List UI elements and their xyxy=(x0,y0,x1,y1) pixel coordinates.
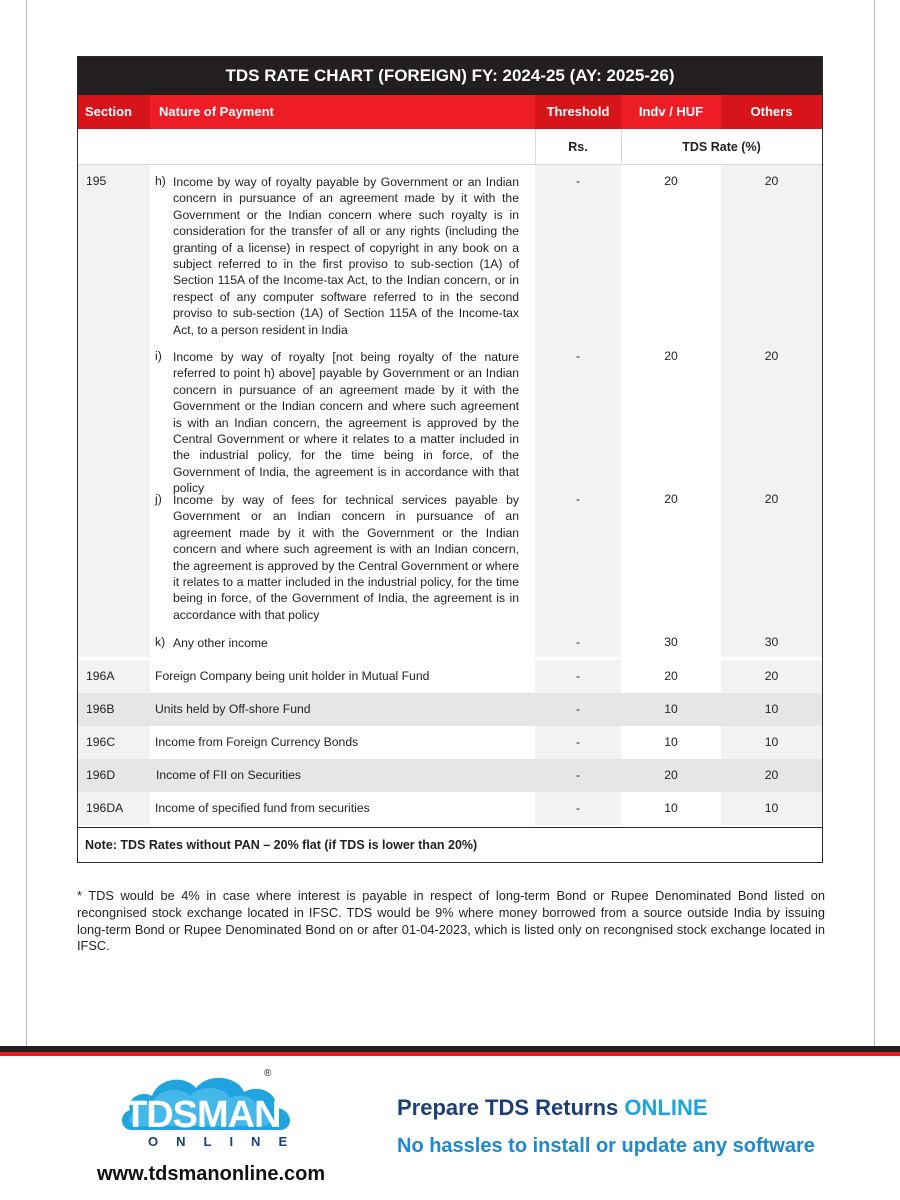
row-others-rate: 10 xyxy=(764,735,779,749)
item-text: Income by way of royalty [not being royalty of the nature referred to point h) above] payable by Government or an Indian concern in pursuance of an agreement made by it with the Government or the Indian concern and where such agreement is with an Indian concern, the agreement is approved by the Central Government or where it relates to a matter included in the industrial policy, for the time being in force, of the Government of India, the agreement is in accordance with that policy xyxy=(173,350,519,496)
row-others-rate: 10 xyxy=(764,702,779,716)
row-nature: Income of specified fund from securities xyxy=(155,801,370,815)
table-row xyxy=(78,726,822,759)
row-others-rate: 20 xyxy=(764,768,779,782)
others-column-bg xyxy=(721,165,822,657)
item-text: Income by way of fees for technical services payable by Government or an Indian concern in pursuance of an agreement made by it with the Government or the Indian concern and where such agreement is with an Indian concern, the agreement is approved by the Central Government or where it relates to a matter included in the industrial policy, for the time being in force, of the Government of India, the agreement is in accordance with that policy xyxy=(173,493,519,622)
logo-subtext: ONLINE xyxy=(148,1134,306,1149)
row-indv-rate: 10 xyxy=(664,702,678,716)
footnote: * TDS would be 4% in case where interest is payable in respect of long-term Bond or Rupee Denominated Bond listed on recongnised stock exchange located in IFSC. TDS would be 9% where money borrowed from a source outside India by issuing long-term Bond or Rupee Denominated Bond on or after 01-04-2023, which is listed only on recongnised stock exchange located in IFSC. xyxy=(77,888,825,954)
item-indv-rate: 20 xyxy=(664,492,678,506)
row-nature: Income from Foreign Currency Bonds xyxy=(155,735,359,749)
row-threshold: - xyxy=(575,735,581,749)
item-others-rate: 20 xyxy=(764,492,779,506)
footer-divider-red xyxy=(0,1052,900,1056)
table-row xyxy=(78,660,822,693)
item-text: Any other income xyxy=(173,636,268,650)
row-threshold: - xyxy=(575,801,581,815)
item-indv-rate: 30 xyxy=(664,635,678,649)
row-section: 196C xyxy=(86,735,116,749)
promo-accent: ONLINE xyxy=(624,1095,708,1120)
row-others-rate: 20 xyxy=(764,669,779,683)
header-indv: Indv / HUF xyxy=(621,95,721,129)
item-letter: k) xyxy=(155,635,166,649)
row-indv-rate: 20 xyxy=(664,768,678,782)
item-letter: h) xyxy=(155,174,166,188)
item-text: Income by way of royalty payable by Government or an Indian concern in pursuance of an agreement made by it with the Government or the Indian concern where such royalty is in consideration for the transfer of all or any rights (including the granting of a license) in respect of copyright in any book on a subject referred to in the first proviso to sub-section (1A) of Section 115A of the Income-tax Act, to the Indian concern, or in respect of any computer software referred to in the second proviso to sub-section (1A) of Section 115A of the Income-tax Act, to a person resident in India xyxy=(173,175,519,337)
row-nature: Units held by Off-shore Fund xyxy=(155,702,311,716)
divider xyxy=(78,164,822,165)
logo-text: TDSMAN xyxy=(124,1094,281,1136)
row-section: 196B xyxy=(86,702,115,716)
item-threshold: - xyxy=(575,174,581,188)
row-others-rate: 10 xyxy=(764,801,779,815)
subheader-rate-unit: TDS Rate (%) xyxy=(682,140,761,154)
page-border-right xyxy=(874,0,875,1052)
website-link[interactable]: www.tdsmanonline.com xyxy=(97,1163,326,1185)
promo-subline: No hassles to install or update any software xyxy=(397,1135,815,1157)
row-nature: Foreign Company being unit holder in Mutual Fund xyxy=(155,669,430,683)
item-indv-rate: 20 xyxy=(664,174,678,188)
item-letter: i) xyxy=(155,349,162,363)
promo-headline xyxy=(397,1095,708,1121)
item-threshold: - xyxy=(575,492,581,506)
registered-mark: ® xyxy=(264,1068,272,1079)
header-section: Section xyxy=(78,95,150,129)
row-section: 196D xyxy=(86,768,116,782)
page-border-left xyxy=(26,0,27,1052)
header-threshold: Threshold xyxy=(535,95,621,129)
section-column-bg xyxy=(78,165,150,657)
row-section: 196A xyxy=(86,669,115,683)
item-letter: j) xyxy=(155,492,162,506)
row-threshold: - xyxy=(575,702,581,716)
table-row xyxy=(78,693,822,726)
tdsman-logo xyxy=(118,1068,323,1160)
item-threshold: - xyxy=(575,349,581,363)
item-others-rate: 20 xyxy=(764,174,779,188)
table-row xyxy=(78,759,822,792)
row-threshold: - xyxy=(575,669,581,683)
tds-rate-table xyxy=(77,56,823,863)
row-indv-rate: 20 xyxy=(664,669,678,683)
section-195-label: 195 xyxy=(86,174,107,188)
item-others-rate: 30 xyxy=(764,635,779,649)
row-threshold: - xyxy=(575,768,581,782)
header-others: Others xyxy=(721,95,822,129)
promo-prefix: Prepare TDS Returns xyxy=(397,1095,625,1120)
row-section: 196DA xyxy=(86,801,124,815)
item-others-rate: 20 xyxy=(764,349,779,363)
subheader-threshold-unit: Rs. xyxy=(535,129,621,165)
table-title: TDS RATE CHART (FOREIGN) FY: 2024-25 (AY: 2025-26) xyxy=(78,57,822,95)
table-note: Note: TDS Rates without PAN – 20% flat (if TDS is lower than 20%) xyxy=(78,827,822,862)
row-indv-rate: 10 xyxy=(664,735,678,749)
item-indv-rate: 20 xyxy=(664,349,678,363)
threshold-column-bg xyxy=(535,165,621,657)
row-nature: Income of FII on Securities xyxy=(156,768,301,782)
item-threshold: - xyxy=(575,635,581,649)
divider xyxy=(535,129,536,165)
divider xyxy=(621,129,622,165)
table-row xyxy=(78,792,822,825)
header-nature: Nature of Payment xyxy=(150,95,535,129)
row-indv-rate: 10 xyxy=(664,801,678,815)
